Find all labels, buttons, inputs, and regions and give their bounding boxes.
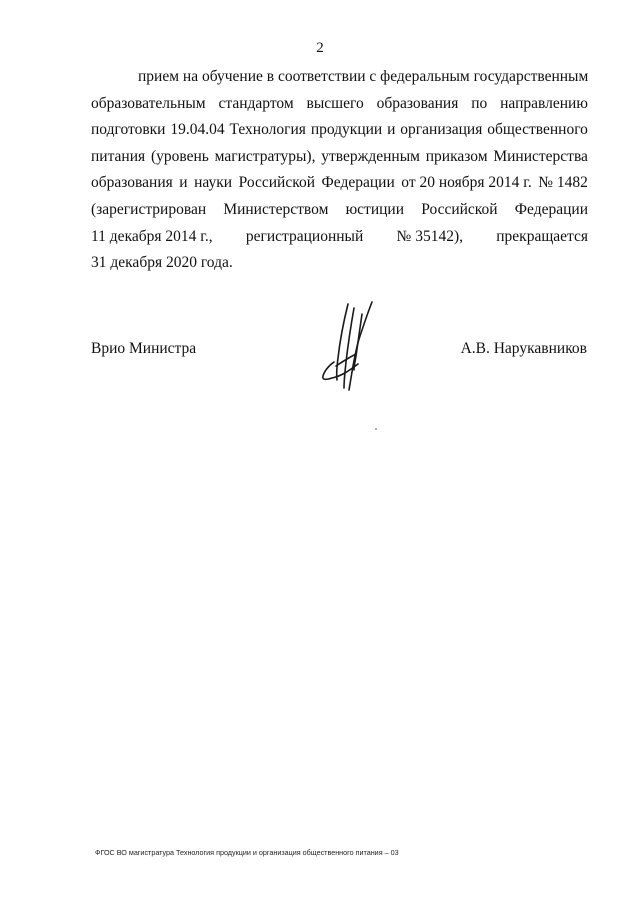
paragraph-word: Федерации — [321, 174, 395, 192]
scan-speck — [375, 428, 377, 430]
paragraph-line — [91, 144, 588, 171]
paragraph-word: по — [471, 94, 488, 112]
paragraph-word: общественного — [487, 121, 588, 139]
paragraph-word: направлению — [500, 94, 588, 112]
paragraph-word: Российской — [421, 200, 498, 218]
paragraph-word: образования — [91, 174, 173, 192]
paragraph-word: магистратуры), — [214, 147, 316, 165]
paragraph-word: и — [387, 121, 396, 139]
signatory-name: А.В. Нарукавников — [460, 340, 587, 357]
paragraph-word: Технология — [229, 121, 306, 139]
paragraph-line — [91, 91, 588, 118]
page-footer: ФГОС ВО магистратура Технология продукции и организация общественного питания – 03 — [95, 848, 399, 857]
paragraph-word: и — [179, 174, 188, 192]
paragraph-word: приказом — [425, 147, 488, 165]
paragraph-line — [91, 117, 588, 144]
paragraph-line — [91, 250, 588, 277]
paragraph-word: организация — [400, 121, 483, 139]
paragraph-word: стандартом — [218, 94, 294, 112]
paragraph-line — [91, 224, 588, 251]
paragraph-word: регистрационный — [245, 227, 364, 245]
paragraph-word: № 35142), — [396, 227, 463, 245]
paragraph-word: науки — [194, 174, 233, 192]
handwritten-signature — [318, 300, 378, 392]
paragraph-word: продукции — [310, 121, 383, 139]
paragraph-word: № 1482 — [538, 174, 588, 192]
paragraph-word: 11 декабря 2014 г., — [91, 227, 213, 245]
paragraph-word: юстиции — [345, 200, 405, 218]
paragraph-word: прекращается — [496, 227, 588, 245]
paragraph-word: высшего — [306, 94, 364, 112]
signature-label: Врио Министра — [91, 340, 197, 357]
paragraph-word: (уровень — [150, 147, 209, 165]
paragraph-line — [91, 64, 588, 91]
paragraph-word: Федерации — [514, 200, 588, 218]
paragraph-word: образования — [376, 94, 459, 112]
body-paragraph — [91, 64, 588, 277]
paragraph-word: питания — [91, 147, 146, 165]
paragraph-word: от 20 ноября 2014 г. — [401, 174, 532, 192]
paragraph-line — [91, 197, 588, 224]
paragraph-word: Министерства — [493, 147, 588, 165]
page-number: 2 — [316, 40, 324, 56]
paragraph-word: прием на обучение в соответствии с федеральным государственным — [138, 68, 589, 85]
paragraph-word: образовательным — [91, 94, 206, 112]
paragraph-word: Министерством — [223, 200, 329, 218]
paragraph-word: (зарегистрирован — [91, 200, 207, 218]
paragraph-word: 19.04.04 — [170, 121, 225, 139]
paragraph-word: 31 декабря 2020 года. — [91, 254, 233, 272]
paragraph-word: утвержденным — [321, 147, 420, 165]
paragraph-word: Российской — [238, 174, 316, 192]
paragraph-line — [91, 170, 588, 197]
paragraph-word: подготовки — [91, 121, 166, 139]
